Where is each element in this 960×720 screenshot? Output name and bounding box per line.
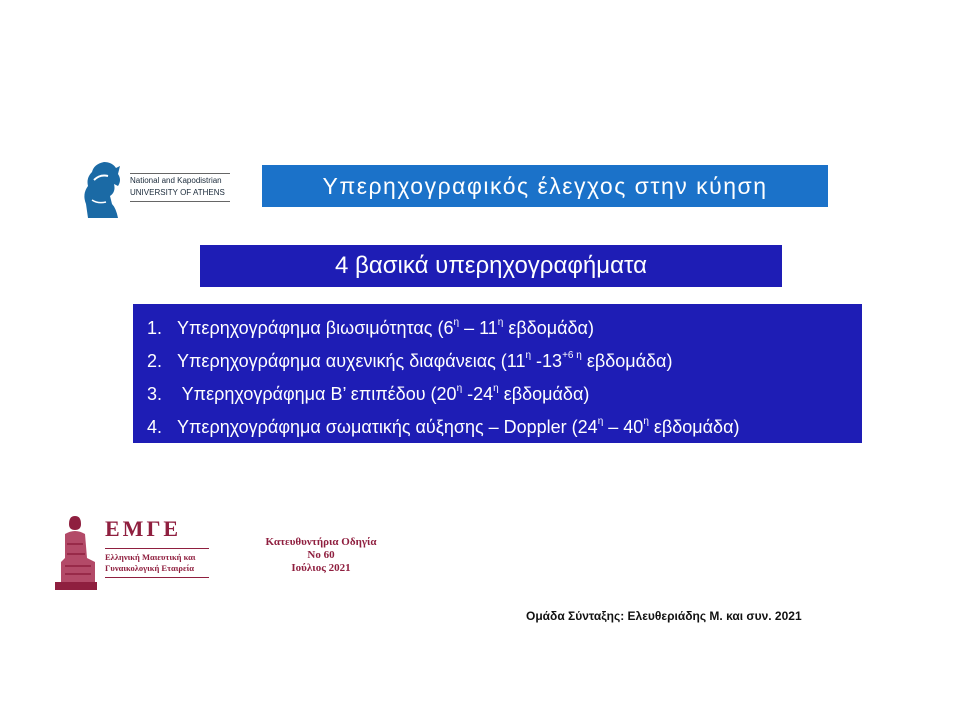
list-item-superscript: +6 η <box>562 350 582 361</box>
list-item-text: -24 <box>462 384 494 404</box>
list-item-text: Υπερηχογράφημα Β’ επιπέδου (20 <box>177 384 457 404</box>
list-item-text: Υπερηχογράφημα σωματικής αύξησης – Doppler (24 <box>177 417 598 437</box>
list-item-superscript: η <box>497 317 504 328</box>
list-item <box>147 378 862 411</box>
list-item-number: 4. <box>147 417 163 437</box>
guideline-title: Κατευθυντήρια Οδηγία <box>265 536 377 548</box>
emge-letters: ΕΜΓΕ <box>105 516 182 541</box>
list-item-number: 3. <box>147 384 163 404</box>
ultrasound-list <box>133 304 862 443</box>
list-item-superscript: η <box>493 383 499 394</box>
guideline-date: Ιούλιος 2021 <box>291 562 351 574</box>
list-item-text: Υπερηχογράφημα αυχενικής διαφάνειας (11 <box>177 351 526 371</box>
list-item-text: εβδομάδα) <box>503 318 594 338</box>
seated-statue-icon <box>55 514 97 590</box>
guideline-number: Νο 60 <box>307 549 335 561</box>
list-item-superscript: η <box>525 350 532 361</box>
athena-head-icon <box>78 160 122 220</box>
list-item <box>147 345 862 378</box>
list-item-text: εβδομάδα) <box>648 417 740 437</box>
list-item-text: εβδομάδα) <box>498 384 590 404</box>
slide-title: Υπερηχογραφικός έλεγχος στην κύηση <box>322 172 768 199</box>
list-item-number: 1. <box>147 318 163 338</box>
university-logo <box>78 160 238 220</box>
authors-credit: Ομάδα Σύνταξης: Ελευθεριάδης Μ. και συν. 2021 <box>526 609 802 623</box>
list-item-text: -13 <box>531 351 563 371</box>
subtitle: 4 βασικά υπερηχογραφήματα <box>335 252 647 279</box>
subtitle-bar <box>200 245 782 287</box>
slide-title-bar <box>262 165 828 207</box>
list-item <box>147 411 862 444</box>
list-item-superscript: η <box>643 416 649 427</box>
list-item-text: – 40 <box>603 417 644 437</box>
list-item <box>147 312 862 345</box>
emge-logo <box>55 510 215 590</box>
guideline-info <box>246 536 396 575</box>
list-item-text: εβδομάδα) <box>581 351 673 371</box>
emge-society-name: Ελληνική Μαιευτική και Γυναικολογική Εταιρεία <box>105 552 196 573</box>
list-item-number: 2. <box>147 351 163 371</box>
list-item-text: – 11 <box>459 318 498 338</box>
university-name: National and Kapodistrian UNIVERSITY OF ATHENS <box>130 176 225 197</box>
list-item-text: Υπερηχογράφημα βιωσιμότητας (6 <box>177 318 454 338</box>
list-item-superscript: η <box>456 383 463 394</box>
list-item-superscript: η <box>597 416 604 427</box>
list-item-superscript: η <box>453 317 460 328</box>
